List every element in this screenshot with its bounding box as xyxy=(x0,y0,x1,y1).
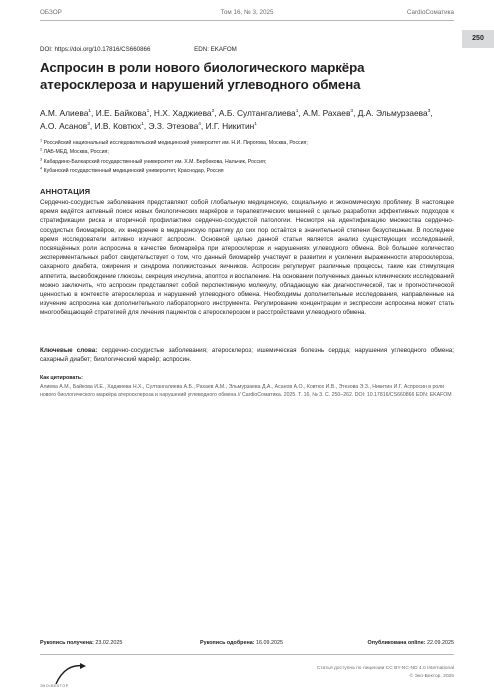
issue-label: Том 16, № 3, 2025 xyxy=(220,9,274,16)
affiliation-text: Российский национальный исследовательский медицинский университет им. Н.И. Пирогова, Москва, Россия; xyxy=(42,140,308,146)
author-affiliation-mark: 1 xyxy=(295,109,299,115)
author-affiliation-mark: 3 xyxy=(87,121,90,127)
affiliation-text: ЛАБ-МЕД, Москва, Россия; xyxy=(42,149,109,156)
affiliation-item xyxy=(40,158,454,167)
published-value: 22.09.2025 xyxy=(427,640,454,646)
keywords-text: сердечно-сосудистые заболевания; атеросклероз; ишемическая болезнь сердца; нарушения углеводного обмена; сахарный диабет; биологический маркёр; аспросин. xyxy=(40,347,454,364)
affiliation-number: 1 xyxy=(40,138,43,143)
author-affiliation-mark: 1 xyxy=(88,109,92,115)
footer-divider xyxy=(40,654,454,655)
author-name: Н.Х. Хаджиева xyxy=(153,108,212,118)
author-name: А.О. Асанов xyxy=(40,120,88,131)
affiliation-number: 2 xyxy=(40,147,43,152)
accepted-value: 16.09.2025 xyxy=(256,640,283,646)
keywords-label: Ключевые слова: xyxy=(40,347,98,354)
author-name: Д.А. Эльмурзаева xyxy=(357,108,428,118)
citation-text: Алиева А.М., Байкова И.Е., Хаджиева Н.Х., Султангалиева А.Б., Рахаев А.М., Эльмурзаева Д.А., Асанов А.О., Ковтюх И.В., Этезова Э.З., Никитин И.Г. Аспросин в роли нового биологического маркёра атеросклероза и нарушений углеводного обмена // CardioСоматика. 2025. Т. 16, № 3. С. 250–262. DOI: 10.17816/CS660866 EDN: EKAFOM xyxy=(40,384,452,399)
author-name: А.Б. Султангалиева xyxy=(218,108,296,118)
edn-label: EDN: EKAFOM xyxy=(194,46,237,53)
author-name: И.Е. Байкова xyxy=(95,108,147,118)
author-name: Э.З. Этезова xyxy=(148,120,199,131)
author-affiliation-mark: 1 xyxy=(146,109,150,115)
affiliation-item xyxy=(40,148,454,157)
affiliation-number: 3 xyxy=(40,157,43,162)
author-affiliation-mark: 4 xyxy=(198,121,201,127)
affiliation-text: Кабардино-Балкарский государственный университет им. Х.М. Бербекова, Нальчик, Россия; xyxy=(42,158,267,165)
copyright-text: © Эко-Вектор, 2025 xyxy=(409,673,454,679)
author-list: А.М. Алиева$^1$, И.Е. Байкова$^1$, Н.Х. Хаджиева$^2$, А.Б. Султангалиева$^1$, А.М. Рахаев$^3$, Д.А. Эльмурзаева$^3$, А.О. Асанов$^3$, И.В. Ковтюх$^1$, Э.З. Этезова$^4$, И.Г. Никитин$^1$ xyxy=(40,108,433,131)
received-value: 23.02.2025 xyxy=(95,640,123,646)
page-number-tab: 250 xyxy=(462,30,494,48)
affiliation-item xyxy=(40,139,454,148)
publisher-logo-text: ЭКО•ВЕКТОР xyxy=(40,684,69,688)
author-affiliation-mark: 1 xyxy=(141,121,144,127)
published-date xyxy=(368,640,454,646)
author-name: А.М. Рахаев xyxy=(303,108,351,118)
accepted-label: Рукопись одобрена: xyxy=(200,640,255,646)
article-identifiers xyxy=(40,46,279,53)
doi-link[interactable]: DOI: https://doi.org/10.17816/CS660866 xyxy=(40,46,151,53)
abstract-text: Сердечно-сосудистые заболевания представляют собой глобальную медицинскую, социальную и экономическую проблему. В настоящее время ведётся активный поиск новых биологических маркёров и терапевтических мишеней с целью разработки эффективных подходов к стратификации риска и вторичной профилактике сердечно-сосудистой патологии. Несмотря на идентификацию множества сердечно-сосудистых биомаркёров, их внедрение в медицинскую практику до сих пор остаётся в значительной степени безуспешным. В последнее время исследователи активно изучают аспросин. Основной целью данной статьи является анализ существующих исследований, посвящённых роли аспросина в качестве биомаркёра при атеросклерозе и нарушениях углеводного обмена. Всё большее количество экспериментальных работ свидетельствует о том, что данный биомаркёр участвует в развитии и усилении выраженности атеросклероза, сахарного диабета, ожирения и синдрома поликистозных яичников. Аспросин регулирует различные процессы, такие как стимуляция аппетита, высвобождение глюкозы, секреция инсулина, апоптоз и воспаление. На основании полученных данных клинических исследований можно заключить, что аспросин представляет собой перспективную молекулу, обладающую как диагностической, так и прогностической ценностью в контексте атеросклероза и нарушений углеводного обмена. Необходимы дополнительные исследования, направленные на изучение аспросина как дополнительного лабораторного инструмента. Регулирование концентрации и экспрессии аспросина может стать многообещающей стратегией для лечения пациентов с атеросклерозом и расстройствами углеводного обмена. xyxy=(40,199,454,317)
keywords xyxy=(40,346,454,364)
author-affiliation-mark: 2 xyxy=(211,109,215,115)
author-name: А.М. Алиева xyxy=(40,108,89,118)
published-label: Опубликована online: xyxy=(367,640,426,646)
section-label: ОБЗОР xyxy=(40,9,62,16)
manuscript-dates xyxy=(40,640,454,650)
journal-name: CardioСоматика xyxy=(406,9,454,16)
logo-swoosh xyxy=(56,666,84,684)
author-affiliation-mark: 3 xyxy=(427,109,431,115)
author-affiliation-mark: 3 xyxy=(350,109,354,115)
received-label: Рукопись получена: xyxy=(40,640,94,646)
abstract-heading: АННОТАЦИЯ xyxy=(40,187,91,196)
header-divider xyxy=(40,20,454,21)
author-name: И.В. Ковтюх xyxy=(94,120,142,131)
affiliation-text: Кубанский государственный медицинский университет, Краснодар, Россия xyxy=(42,168,224,175)
author-affiliation-mark: 1 xyxy=(254,121,257,127)
author-name: И.Г. Никитин xyxy=(205,120,255,131)
license-text[interactable]: Статья доступна по лицензии CC BY-NC-ND 4.0 International xyxy=(316,666,454,671)
accepted-date xyxy=(200,640,283,646)
article-title: Аспросин в роли нового биологического маркёра атеросклероза и нарушений углеводного обмена xyxy=(40,60,365,92)
affiliation-number: 4 xyxy=(40,166,43,171)
citation-label: Как цитировать: xyxy=(40,375,83,381)
received-date xyxy=(40,640,122,646)
logo-arrow xyxy=(80,663,86,669)
affiliation-list xyxy=(40,139,454,177)
affiliation-item xyxy=(40,167,454,176)
license-block xyxy=(317,665,454,680)
